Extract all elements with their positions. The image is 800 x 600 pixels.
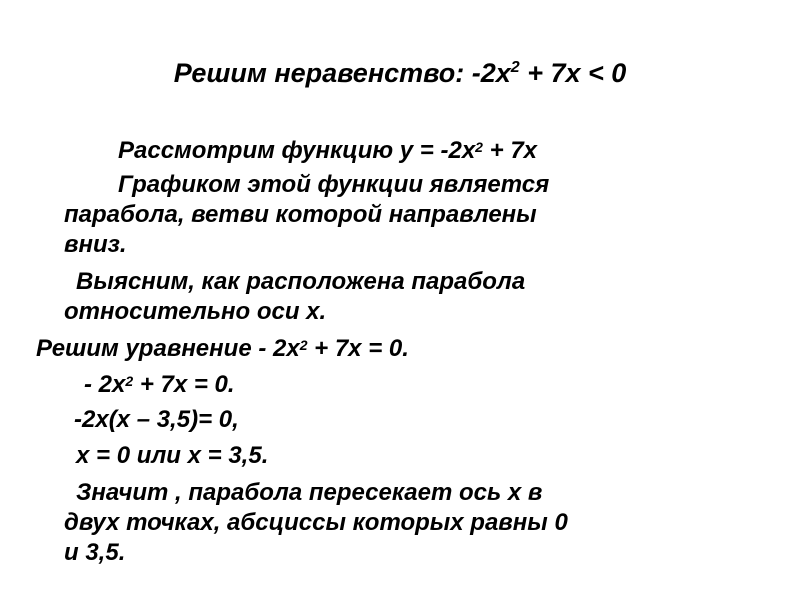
consider-exponent: 2 bbox=[475, 139, 483, 155]
equation-step-1-exponent: 2 bbox=[125, 373, 134, 389]
consider-text-end: + 7х bbox=[482, 137, 538, 164]
solve-equation-exponent: 2 bbox=[299, 337, 308, 353]
graph-line-1: Графиком этой функции является bbox=[118, 171, 550, 198]
equation-step-3: х = 0 или х = 3,5. bbox=[76, 442, 269, 469]
equation-step-1-text: - 2х bbox=[84, 371, 126, 398]
find-line-2: относительно оси х. bbox=[64, 298, 327, 325]
equation-step-1 bbox=[84, 370, 235, 400]
title-exponent: 2 bbox=[510, 59, 520, 76]
graph-line-3: вниз. bbox=[64, 231, 127, 258]
equation-step-1-text-end: + 7х = 0. bbox=[133, 371, 235, 398]
find-line-1: Выясним, как расположена парабола bbox=[76, 268, 526, 295]
conclusion-line-3: и 3,5. bbox=[64, 539, 126, 566]
consider-text: Рассмотрим функцию у = -2х bbox=[118, 137, 476, 164]
solve-equation-line bbox=[36, 334, 409, 364]
consider-function-line bbox=[118, 136, 537, 166]
graph-line-2: парабола, ветви которой направлены bbox=[64, 201, 537, 228]
title-text-end: + 7x < 0 bbox=[519, 58, 627, 88]
solve-equation-text: Решим уравнение - 2х bbox=[36, 335, 300, 362]
equation-step-2: -2х(х – 3,5)= 0, bbox=[74, 406, 239, 433]
slide-title bbox=[0, 53, 800, 93]
conclusion-line-2: двух точках, абсциссы которых равны 0 bbox=[64, 509, 568, 536]
title-text: Решим неравенство: -2x bbox=[173, 58, 511, 88]
solve-equation-text-end: + 7х = 0. bbox=[307, 335, 409, 362]
conclusion-line-1: Значит , парабола пересекает ось х в bbox=[76, 479, 543, 506]
